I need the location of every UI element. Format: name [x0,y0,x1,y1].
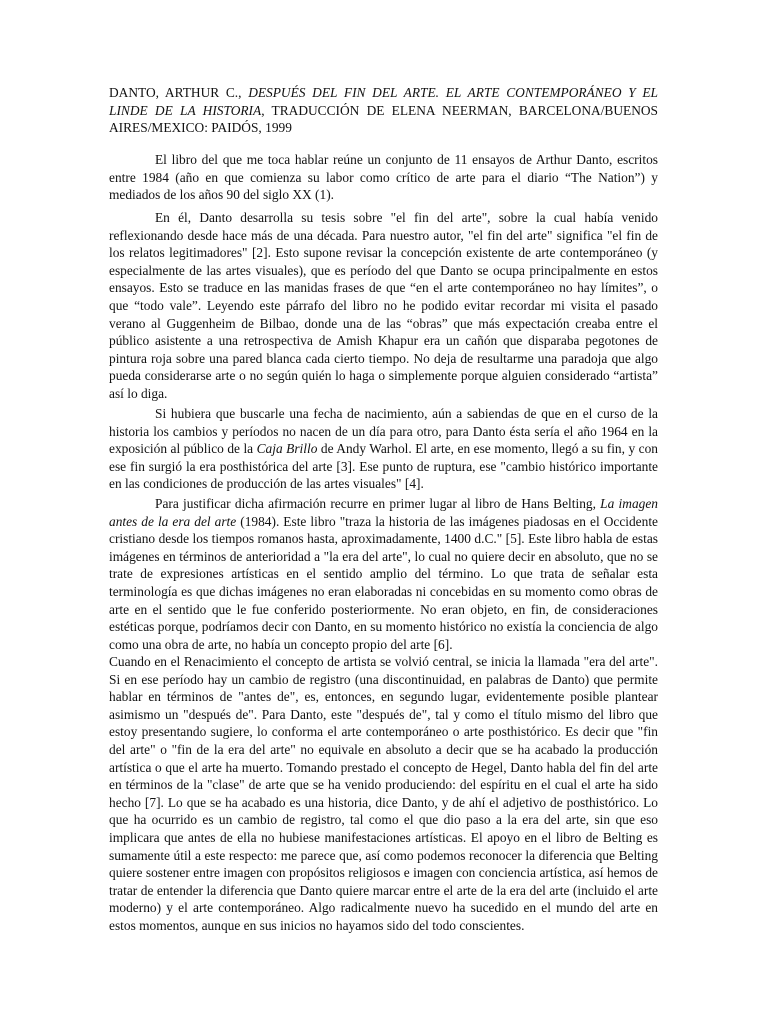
paragraph-3-italic: Caja Brillo [256,441,318,457]
heading-title: DESPUÉS DEL FIN DEL ARTE. EL ARTE CONTEMPORÁNEO Y EL LINDE DE LA HISTORIA [109,85,658,118]
paragraph-4-text-b: (1984). Este libro "traza la historia de las imágenes piadosas en el Occidente cristiano desde los tiempos romanos hasta, aproximadamente, 1400 d.C." [5]. Este libro habla de estas imágenes en términos de anterioridad a "la era del arte", lo cual no quiere decir en absoluto, que no se trate de expresiones artísticas en el sentido amplio del término. Lo que trata de señalar esta terminología es que dichas imágenes no eran elaboradas ni concebidas en su momento como obras de arte en el sentido que le fue conferido posteriormente. No eran objeto, en fin, de consideraciones estéticas porque, podríamos decir con Danto, en su momento histórico no existía la conciencia de algo como una obra de arte, no había un concepto propio del arte [6]. [109,513,658,652]
paragraph-1: El libro del que me toca hablar reúne un conjunto de 11 ensayos de Arthur Danto, escritos entre 1984 (año en que comienza su labor como crítico de arte para el diario “The Nation”) y mediados de los años 90 del siglo XX (1). [109,152,658,203]
paragraph-2: En él, Danto desarrolla su tesis sobre "el fin del arte", sobre la cual había venido reflexionando desde hace más de una década. Para nuestro autor, "el fin del arte" significa "el fin de los relatos legitimadores" [2]. Esto supone revisar la concepción existente de arte contemporáneo (y especialmente de las artes visuales), que es período del que Danto se ocupa principalmente en estos ensayos. Esto se traduce en las manidas frases de que “en el arte contemporáneo no hay límites”, o que “todo vale”. Leyendo este párrafo del libro no he podido evitar recordar mi visita el pasado verano al Guggenheim de Bilbao, donde una de las “obras” que más expectación creaba entre el público asistente a una retrospectiva de Amish Khapur era un cañón que disparaba pegotones de pintura roja sobre una pared blanca cada cierto tiempo. No deja de resultarme una paradoja que algo pueda considerarse arte o no según quién lo haga o simplemente porque alguien considerado “artista” así lo diga. [109,210,658,401]
paragraph-3-text-b: de Andy Warhol. El arte, en ese momento, llegó a su fin, y con ese fin surgió la era posthistórica del arte [3]. Ese punto de ruptura, ese "cambio histórico importante en las condiciones de producción de las artes visuales" [4]. [109,441,658,492]
reference-heading [109,84,658,137]
paragraph-4 [109,495,658,653]
paragraph-3 [109,405,658,493]
paragraph-5: Cuando en el Renacimiento el concepto de artista se volvió central, se inicia la llamada "era del arte". Si en ese período hay un cambio de registro (una discontinuidad, en palabras de Danto) que permite hablar en términos de "antes de", es, entonces, en segundo lugar, evidentemente posible plantear asimismo un "después de". Para Danto, este "después de", tal y como el título mismo del libro que estoy presentando sugiere, lo conforma el arte contemporáneo o arte posthistórico. Es decir que "fin del arte" o "fin de la era del arte" no equivale en absoluto a decir que se ha acabado la producción artística o que el arte ha muerto. Tomando prestado el concepto de Hegel, Danto habla del fin del arte en términos de la "clase" de arte que se ha venido produciendo: del espíritu en el cual el arte ha sido hecho [7]. Lo que se ha acabado es una historia, dice Danto, y de ahí el adjetivo de posthistórico. Lo que ha ocurrido es un cambio de registro, tal como el que dio paso a la era del arte, sin que eso implicara que antes de ella no hubiese manifestaciones artísticas. El apoyo en el libro de Belting es sumamente útil a este respecto: me parece que, así como podemos reconocer la diferencia que Belting quiere sostener entre imagen con propósitos religiosos e imagen con conciencia artística, así hemos de tratar de entender la diferencia que Danto quiere marcar entre el arte de la era del arte (incluido el arte moderno) y el arte contemporáneo. Algo radicalmente nuevo ha sucedido en el mundo del arte en estos momentos, aunque en sus inicios no hayamos sido del todo conscientes. [109,654,658,933]
paragraph-3-text-a: Si hubiera que buscarle una fecha de nacimiento, aún a sabiendas de que en el curso de la historia los cambios y períodos no nacen de un día para otro, para Danto ésta sería el año 1964 en la exposición al público de la [109,406,658,457]
paragraph-4-text-a: Para justificar dicha afirmación recurre en primer lugar al libro de Hans Belting, [155,496,601,511]
heading-author: DANTO, ARTHUR C., [109,85,249,100]
heading-publication: , TRADUCCIÓN DE ELENA NEERMAN, BARCELONA/BUENOS AIRES/MEXICO: PAIDÓS, 1999 [109,102,658,136]
paragraph-4-italic: La imagen antes de la era del arte [109,496,658,529]
